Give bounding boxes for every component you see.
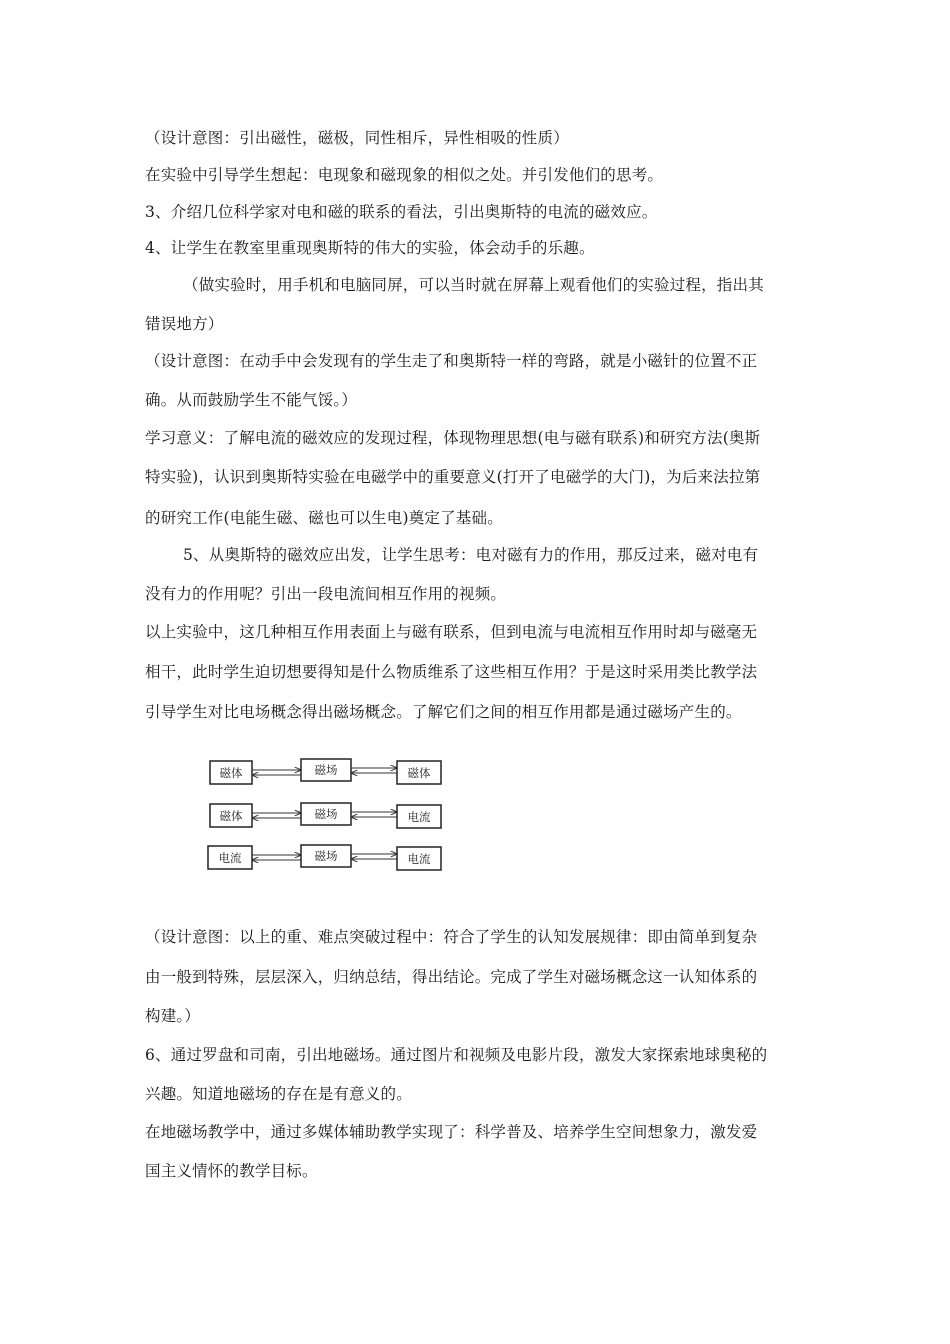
paragraph-line: （设计意图：在动手中会发现有的学生走了和奥斯特一样的弯路，就是小磁针的位置不正: [145, 352, 758, 370]
diagram-box-label: 磁场: [314, 763, 338, 777]
paragraph-line: 兴趣。知道地磁场的存在是有意义的。: [145, 1085, 412, 1103]
paragraph-line: 错误地方）: [145, 315, 224, 333]
paragraph-line: 没有力的作用呢？引出一段电流间相互作用的视频。: [145, 585, 507, 603]
paragraph-line: 4、让学生在教室里重现奥斯特的伟大的实验，体会动手的乐趣。: [145, 239, 595, 257]
interaction-diagram: [205, 754, 450, 874]
paragraph-line: 国主义情怀的教学目标。: [145, 1162, 318, 1180]
diagram-box-label: 电流: [218, 851, 242, 865]
paragraph-line: 5、从奥斯特的磁效应出发，让学生思考：电对磁有力的作用，那反过来，磁对电有: [183, 546, 759, 564]
paragraph-line: 3、介绍几位科学家对电和磁的联系的看法，引出奥斯特的电流的磁效应。: [145, 203, 658, 221]
diagram-box-label: 磁场: [314, 807, 338, 821]
paragraph-line: 引导学生对比电场概念得出磁场概念。了解它们之间的相互作用都是通过磁场产生的。: [145, 703, 742, 721]
paragraph-line: 构建。）: [145, 1007, 201, 1025]
paragraph-line: 在实验中引导学生想起：电现象和磁现象的相似之处。并引发他们的思考。: [145, 166, 664, 184]
diagram-svg: [205, 754, 450, 874]
paragraph-line: 以上实验中，这几种相互作用表面上与磁有联系，但到电流与电流相互作用时却与磁毫无: [145, 623, 758, 641]
diagram-box-label: 磁体: [219, 809, 243, 823]
diagram-row: [210, 759, 441, 784]
paragraph-line: （设计意图：引出磁性，磁极，同性相斥，异性相吸的性质）: [145, 129, 569, 147]
paragraph-line: （做实验时，用手机和电脑同屏，可以当时就在屏幕上观看他们的实验过程，指出其: [183, 276, 764, 294]
paragraph-line: 学习意义：了解电流的磁效应的发现过程，体现物理思想(电与磁有联系)和研究方法(奥斯: [145, 429, 761, 447]
diagram-row: [208, 845, 441, 870]
diagram-row: [210, 803, 441, 828]
diagram-box-label: 磁体: [219, 766, 243, 780]
paragraph-line: 确。从而鼓励学生不能气馁。）: [145, 391, 358, 409]
diagram-box-label: 电流: [407, 852, 431, 866]
diagram-box-label: 磁体: [407, 766, 431, 780]
paragraph-line: 6、通过罗盘和司南，引出地磁场。通过图片和视频及电影片段，激发大家探索地球奥秘的: [145, 1046, 768, 1064]
paragraph-line: （设计意图：以上的重、难点突破过程中：符合了学生的认知发展规律：即由简单到复杂: [145, 928, 758, 946]
paragraph-line: 的研究工作(电能生磁、磁也可以生电)奠定了基础。: [145, 509, 503, 527]
paragraph-line: 由一般到特殊，层层深入，归纳总结，得出结论。完成了学生对磁场概念这一认知体系的: [145, 968, 758, 986]
paragraph-line: 相干，此时学生迫切想要得知是什么物质维系了这些相互作用？于是这时采用类比教学法: [145, 663, 758, 681]
diagram-box-label: 磁场: [314, 849, 338, 863]
paragraph-line: 在地磁场教学中，通过多媒体辅助教学实现了：科学普及、培养学生空间想象力，激发爱: [145, 1123, 758, 1141]
paragraph-line: 特实验)，认识到奥斯特实验在电磁学中的重要意义(打开了电磁学的大门)，为后来法拉第: [145, 468, 761, 486]
diagram-box-label: 电流: [407, 810, 431, 824]
